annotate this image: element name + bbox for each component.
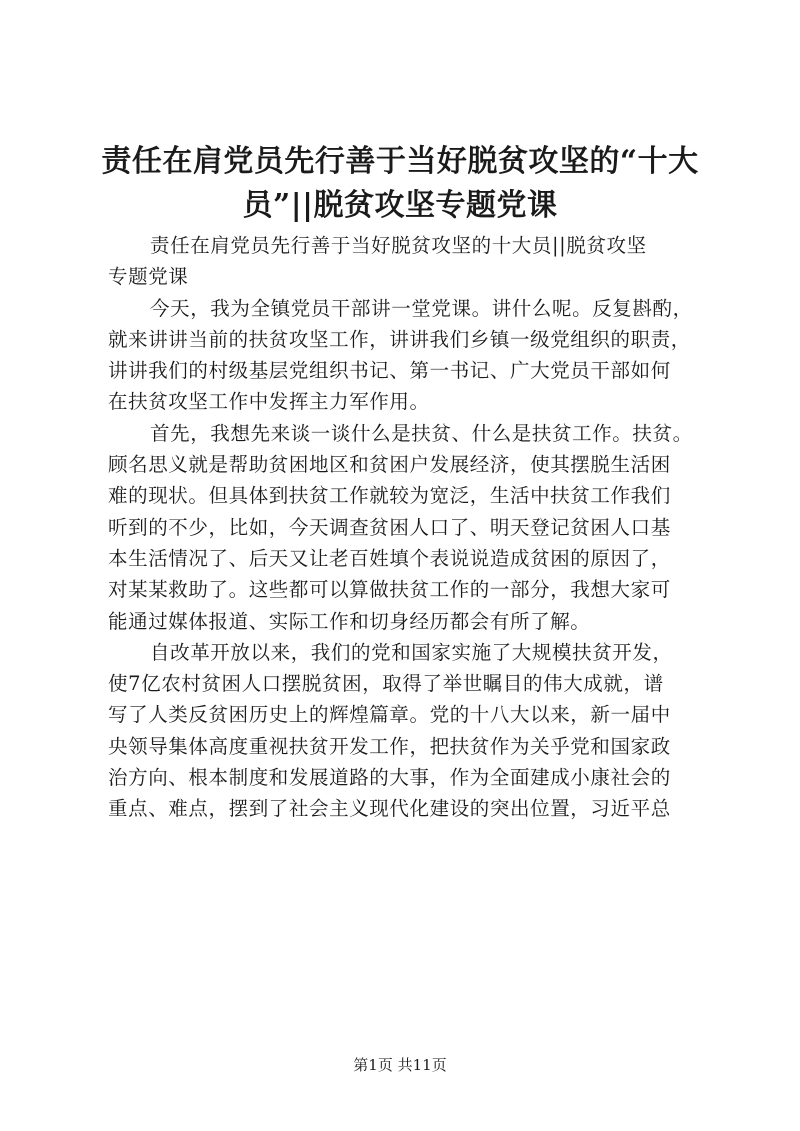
paragraph-line: 就来讲讲当前的扶贫攻坚工作，讲讲我们乡镇一级党组织的职责， <box>108 327 691 351</box>
paragraph-line: 责任在肩党员先行善于当好脱贫攻坚的十大员||脱贫攻坚 <box>150 234 647 257</box>
paragraph-line: 治方向、根本制度和发展道路的大事，作为全面建成小康社会的 <box>108 766 671 790</box>
paragraph-line: 央领导集体高度重视扶贫开发工作，把扶贫作为关乎党和国家政 <box>108 734 671 758</box>
paragraph-line: 听到的不少，比如，今天调查贫困人口了、明天登记贫困人口基 <box>108 515 671 539</box>
paragraph-3 <box>108 418 698 637</box>
paragraph-4 <box>108 637 698 825</box>
paragraph-line: 重点、难点，摆到了社会主义现代化建设的突出位置，习近平总 <box>108 797 671 821</box>
document-body <box>108 230 698 825</box>
document-title <box>100 140 700 228</box>
paragraph-line: 专题党课 <box>108 265 189 289</box>
page-footer: 第1页 共11页 <box>353 1056 447 1074</box>
paragraph-line: 使7亿农村贫困人口摆脱贫困，取得了举世瞩目的伟大成就，谱 <box>108 672 664 696</box>
paragraph-line: 今天，我为全镇党员干部讲一堂党课。讲什么呢。反复斟酌， <box>150 296 693 320</box>
paragraph-line: 在扶贫攻坚工作中发挥主力军作用。 <box>108 390 430 414</box>
paragraph-line: 对某某救助了。这些都可以算做扶贫工作的一部分，我想大家可 <box>108 578 671 602</box>
paragraph-line: 写了人类反贫困历史上的辉煌篇章。党的十八大以来，新一届中 <box>108 703 671 727</box>
paragraph-line: 本生活情况了、后天又让老百姓填个表说说造成贫困的原因了， <box>108 546 671 570</box>
paragraph-1 <box>108 230 698 293</box>
paragraph-line: 讲讲我们的村级基层党组织书记、第一书记、广大党员干部如何 <box>108 359 671 383</box>
paragraph-line: 首先，我想先来谈一谈什么是扶贫、什么是扶贫工作。扶贫。 <box>150 421 693 445</box>
paragraph-line: 自改革开放以来，我们的党和国家实施了大规模扶贫开发， <box>150 640 673 664</box>
paragraph-2 <box>108 293 698 418</box>
title-line-2: 员”||脱贫攻坚专题党课 <box>242 188 558 223</box>
paragraph-line: 能通过媒体报道、实际工作和切身经历都会有所了解。 <box>108 609 591 633</box>
paragraph-line: 难的现状。但具体到扶贫工作就较为宽泛，生活中扶贫工作我们 <box>108 484 671 508</box>
title-line-1: 责任在肩党员先行善于当好脱贫攻坚的“十大 <box>101 144 699 179</box>
paragraph-line: 顾名思义就是帮助贫困地区和贫困户发展经济，使其摆脱生活困 <box>108 453 671 477</box>
